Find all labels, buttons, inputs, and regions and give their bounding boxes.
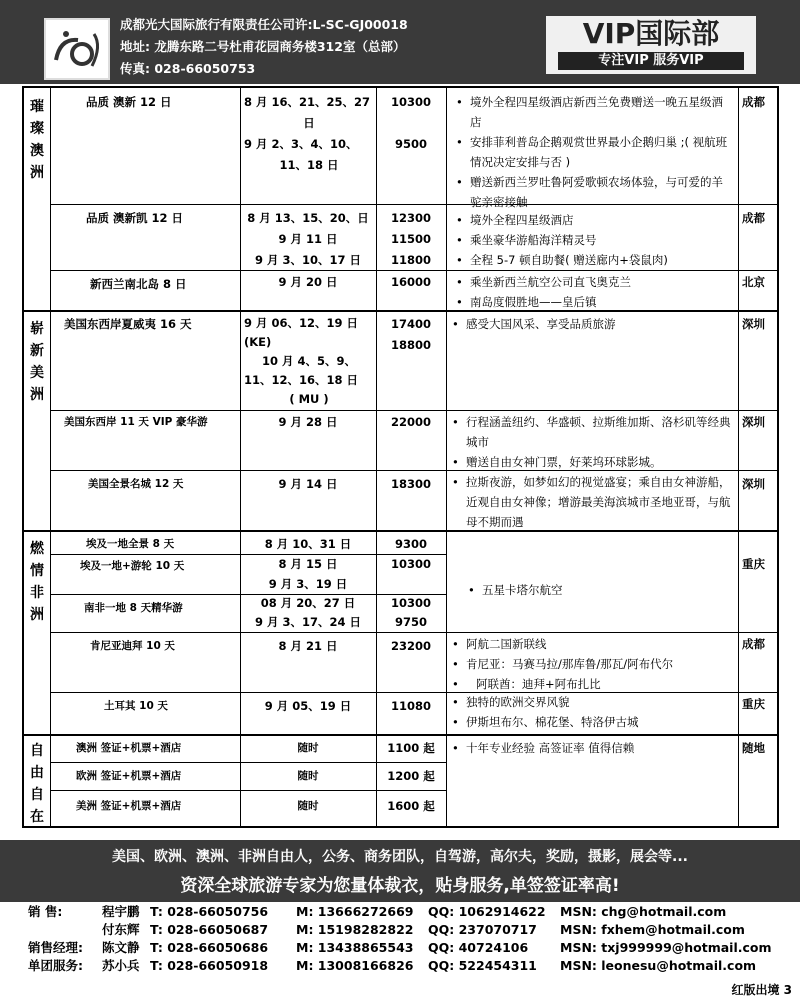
vip-title: VIP国际部: [582, 17, 720, 50]
route-price: 9500: [394, 137, 427, 151]
route-features: • 独特的欧洲交界风貌 • 伊斯坦布尔、棉花堡、特洛伊古城: [452, 692, 734, 732]
route-price: 23200: [390, 639, 431, 653]
route-features: • 感受大国风采、享受品质旅游: [452, 314, 734, 334]
route-features: • 乘坐新西兰航空公司直飞奥克兰 • 南岛度假胜地——皇后镇: [456, 272, 734, 312]
route-name: 埃及一地+游轮 10 天: [80, 560, 185, 572]
route-name: 埃及一地全景 8 天: [86, 538, 175, 550]
route-dates: 9 月 14 日: [278, 477, 338, 491]
route-city: 深圳: [742, 317, 765, 331]
route-dates: 8 月 21 日: [278, 639, 338, 653]
route-price: 1600 起: [387, 799, 435, 813]
route-name: 欧洲 签证+机票+酒店: [76, 770, 182, 782]
africa-group-feature: • 五星卡塔尔航空: [468, 580, 728, 600]
route-name: 肯尼亚迪拜 10 天: [90, 640, 175, 652]
route-name: 美洲 签证+机票+酒店: [76, 800, 182, 812]
route-price: 10300: [390, 95, 431, 109]
company-logo: [44, 18, 110, 80]
route-price: 18300: [390, 477, 431, 491]
route-dates: 8 月 15 日 9 月 3、19 日: [268, 557, 348, 591]
region-americas: 崭新美洲: [30, 321, 44, 403]
route-price: 11080: [390, 699, 431, 713]
vip-slogan: 专注VIP 服务VIP: [558, 52, 744, 70]
freedom-group-city: 随地: [742, 741, 765, 755]
route-price: 17400 18800: [390, 317, 431, 352]
company-address: 地址: 龙腾东路二号杜甫花园商务楼312室（总部）: [120, 39, 406, 54]
header-banner: [0, 0, 800, 84]
route-city: 成都: [742, 211, 765, 225]
route-features: • 拉斯夜游，如梦如幻的视觉盛宴；乘自由女神游船，近观自由女神像；增游最美海滨城市圣地亚哥，与航母不期而遇: [452, 472, 734, 532]
route-price: 1100 起: [387, 741, 435, 755]
route-dates: 08 月 20、27 日 9 月 3、17、24 日: [254, 596, 362, 629]
route-dates: 随时: [297, 770, 319, 782]
route-price: 1200 起: [387, 769, 435, 783]
route-city: 成都: [742, 95, 765, 109]
region-australia: 璀璨澳洲: [30, 99, 44, 181]
route-price: 9300: [394, 537, 427, 551]
route-dates: 9 月 06、12、19 日 (KE) 10 月 4、5、9、 11、12、16、18 日 ( MU ): [244, 316, 359, 406]
route-features: • 阿航二国新联线 • 肯尼亚：马赛马拉/那库鲁/那瓦/阿布代尔 • 阿联酋：迪拜+阿布扎比: [452, 634, 734, 694]
promo-services: 美国、欧洲、澳洲、非洲自由人，公务、商务团队，自驾游，高尔夫，奖励，摄影，展会等...: [112, 849, 688, 865]
routes-table: [22, 86, 779, 828]
promo-slogan: 资深全球旅游专家为您量体裁衣，贴身服务,单签签证率高!: [180, 876, 620, 896]
route-dates: 9 月 20 日: [278, 275, 338, 289]
route-dates: 随时: [297, 800, 319, 812]
route-name: 新西兰南北岛 8 日: [90, 277, 187, 291]
vip-department-badge: [546, 16, 756, 74]
contact-list: 销 售: 程宇鹏 T: 028-66050756 M: 13666272669 QQ: 1062914622 MSN: chg@hotmail.com 付东辉 T: 028-66050687 M: 15198282822 QQ: 237070717 MSN: fxhem@hotmail.com 销售经理: 陈文静 T: 028-66050686 M: 13438865543 QQ: 40724106 MSN: txj999999@hotmail.com 单团服务: 苏小兵 T: 028-66050918 M: 13008166826 QQ: 522454311 MSN: leonesu@hotmail.com: [28, 904, 772, 973]
route-dates: 随时: [297, 742, 319, 754]
region-freedom: 自由自在: [30, 743, 44, 825]
freedom-group-feature: • 十年专业经验 高签证率 值得信赖: [452, 738, 734, 758]
route-name: 美国全景名城 12 天: [88, 478, 184, 490]
route-name: 南非一地 8 天精华游: [84, 602, 183, 614]
route-name: 品质 澳新 12 日: [86, 95, 172, 109]
route-dates: 9 月 05、19 日: [264, 699, 352, 713]
route-price: 10300: [390, 557, 431, 571]
route-features: • 境外全程四星级酒店新西兰免费赠送一晚五星级酒店 • 安排菲利普岛企鹅观赏世界最小企鹅归巢 ;( 视航班情况决定安排与否 ) • 赠送新西兰罗吐鲁阿爱歌顿农场体验，与可爱的羊驼亲密接触: [456, 92, 734, 212]
route-name: 土耳其 10 天: [104, 700, 168, 712]
route-price: 12300 11500 11800: [390, 211, 431, 267]
route-price: 22000: [390, 415, 431, 429]
route-city: 重庆: [742, 697, 765, 711]
company-name: 成都光大国际旅行有限责任公司许:L-SC-GJ00018: [120, 17, 408, 32]
route-features: • 行程涵盖纽约、华盛顿、拉斯维加斯、洛杉矶等经典城市 • 赠送自由女神门票，好莱坞环球影城。: [452, 412, 734, 472]
region-africa: 燃情非洲: [30, 541, 44, 623]
promo-banner: [0, 840, 800, 902]
company-info: [120, 14, 408, 80]
route-features: • 境外全程四星级酒店 • 乘坐豪华游船海洋精灵号 • 全程 5-7 顿自助餐( 赠送廊内+袋鼠肉): [456, 210, 734, 270]
route-name: 澳洲 签证+机票+酒店: [76, 742, 182, 754]
company-fax: 传真: 028-66050753: [120, 61, 256, 76]
route-city: 成都: [742, 637, 765, 651]
route-dates: 8 月 13、15、20、日 9 月 11 日 9 月 3、10、17 日: [247, 211, 369, 267]
route-price: 16000: [390, 275, 431, 289]
page-footer: 红版出境 3: [731, 983, 792, 997]
route-name: 品质 澳新凯 12 日: [86, 211, 184, 225]
route-dates: 9 月 28 日: [278, 415, 338, 429]
route-city: 北京: [742, 275, 765, 289]
africa-group-city: 重庆: [742, 557, 765, 571]
route-name: 美国东西岸夏威夷 16 天: [64, 317, 192, 331]
route-price: 10300 9750: [390, 596, 431, 629]
route-dates: 8 月 10、31 日: [264, 537, 352, 551]
route-name: 美国东西岸 11 天 VIP 豪华游: [64, 416, 208, 428]
route-dates: 8 月 16、21、25、27 日 9 月 2、3、4、10、 11、18 日: [244, 95, 371, 172]
route-city: 深圳: [742, 477, 765, 491]
route-city: 深圳: [742, 415, 765, 429]
